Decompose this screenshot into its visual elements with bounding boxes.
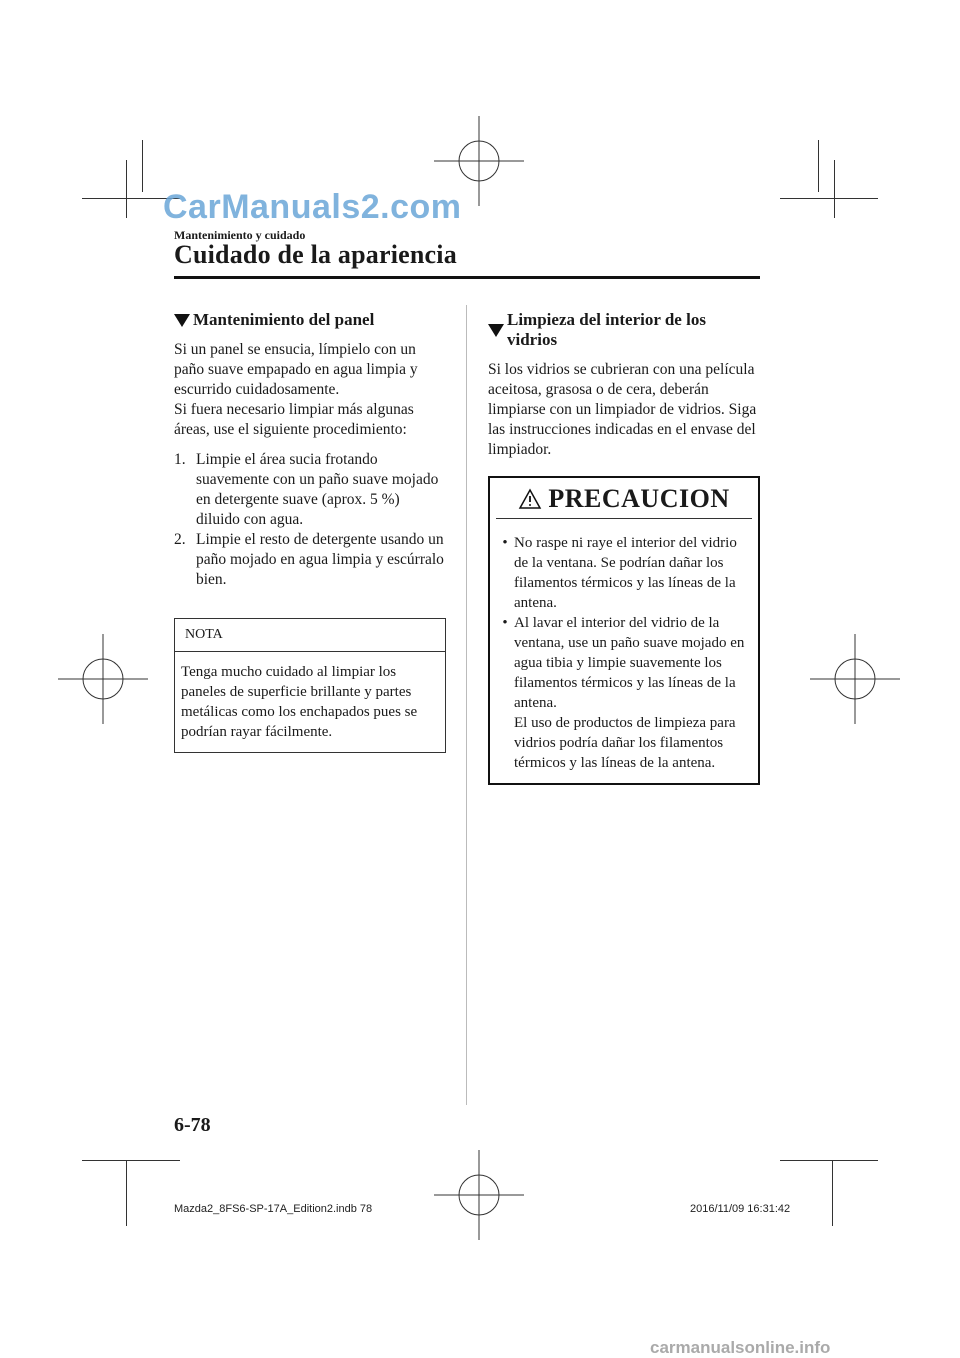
registration-mark-icon (810, 634, 900, 724)
crop-mark (780, 1160, 878, 1161)
crop-mark (818, 140, 819, 192)
footer-date: 2016/11/09 16:31:42 (690, 1203, 791, 1215)
list-item (496, 613, 752, 773)
note-title: NOTA (175, 619, 445, 652)
page-number: 6-78 (174, 1114, 211, 1136)
caution-title: PRECAUCION (548, 484, 730, 513)
caution-header (496, 484, 752, 519)
note-text: Tenga mucho cuidado al limpiar los paneles de superficie brillante y partes metálicas como los enchapados pues se podrían rayar fácilmente. (181, 664, 418, 740)
triangle-down-icon (488, 324, 504, 337)
triangle-down-icon (174, 314, 190, 327)
caution-text-part: El uso de productos de limpieza para vidrios podría dañar los filamentos térmicos y las líneas de la antena. (514, 715, 736, 771)
watermark-logo: CarManuals2.com (163, 188, 462, 226)
paragraph: Si los vidrios se cubrieran con una película aceitosa, grasosa o de cera, deberán limpiarse con un limpiador de vidrios. Siga las instrucciones indicadas en el envase del limpiador. (488, 361, 757, 458)
left-column (174, 310, 446, 753)
step-number: 2. (174, 531, 186, 548)
note-box (174, 618, 446, 753)
crop-mark (834, 160, 835, 218)
caution-text: No raspe ni raye el interior del vidrio de la ventana. Se podrían dañar los filamentos térmicos y las líneas de la antena. (514, 535, 737, 611)
crop-mark (780, 198, 878, 199)
section-heading-text: Mantenimiento del panel (193, 310, 375, 329)
page-title: Cuidado de la apariencia (174, 240, 457, 269)
column-divider (466, 305, 467, 1105)
caution-text-part: Al lavar el interior del vidrio de la ventana, use un paño suave mojado en agua tibia y limpie suavemente los filamentos térmicos y las líneas de la antena. (514, 615, 745, 711)
footer-file: Mazda2_8FS6-SP-17A_Edition2.indb 78 (174, 1203, 373, 1215)
crop-mark (82, 1160, 180, 1161)
paragraph: Si fuera necesario limpiar más algunas áreas, use el siguiente procedimiento: (174, 401, 414, 438)
crop-mark (126, 1160, 127, 1226)
bullet-icon: • (502, 615, 508, 631)
bullet-icon: • (502, 535, 508, 551)
registration-mark-icon (434, 1150, 524, 1240)
crop-mark (832, 1160, 833, 1226)
list-item (496, 533, 752, 613)
crop-mark (142, 140, 143, 192)
paragraph: Si un panel se ensucia, límpielo con un paño suave empapado en agua limpia y escurrido cuidadosamente. (174, 341, 418, 398)
list-item (174, 450, 446, 530)
step-list (174, 450, 446, 590)
section-heading-text: Limpieza del interior de los vidrios (507, 310, 706, 349)
right-column (488, 310, 760, 785)
step-text: Limpie el área sucia frotando suavemente con un paño suave mojado en detergente suave (aprox. 5 %) diluido con agua. (196, 451, 439, 528)
section-heading (174, 310, 446, 330)
step-text: Limpie el resto de detergente usando un paño mojado en agua limpia y escúrralo bien. (196, 531, 444, 588)
section-label: Mantenimiento y cuidado (174, 228, 306, 242)
caution-box (488, 476, 760, 785)
site-watermark: carmanualsonline.info (650, 1338, 831, 1357)
section-heading (488, 310, 760, 350)
caution-list (496, 533, 752, 773)
list-item (174, 530, 446, 590)
caution-text (514, 613, 752, 773)
registration-mark-icon (58, 634, 148, 724)
title-rule (174, 276, 760, 279)
crop-mark (126, 160, 127, 218)
step-number: 1. (174, 451, 186, 468)
warning-triangle-icon (518, 488, 542, 510)
